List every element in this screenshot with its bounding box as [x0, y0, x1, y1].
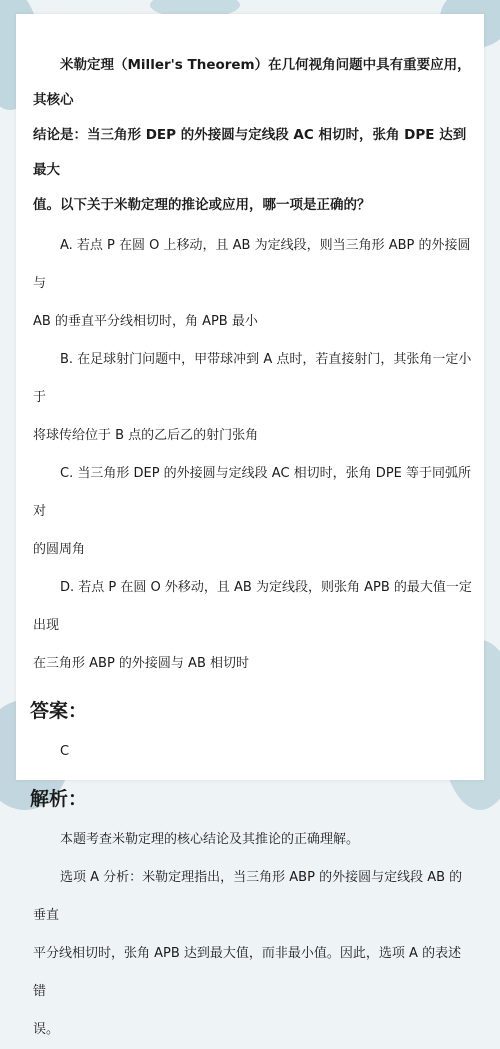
- option-b-line-1: B. 在足球射门问题中，甲带球冲到 A 点时，若直接射门，其张角一定小于: [33, 352, 472, 405]
- answer-value: C: [60, 744, 70, 759]
- analysis-section: [30, 783, 473, 1049]
- analysis-option-a-line-1: 选项 A 分析：米勒定理指出，当三角形 ABP 的外接圆与定线段 AB 的垂直: [33, 870, 463, 923]
- option-b: [33, 341, 473, 455]
- option-b-line-2: 将球传给位于 B 点的乙后乙的射门张角: [33, 428, 259, 443]
- option-c-line-2: 的圆周角: [33, 542, 86, 557]
- option-d-line-2: 在三角形 ABP 的外接圆与 AB 相切时: [33, 656, 249, 671]
- question-line-2: 结论是：当三角形 DEP 的外接圆与定线段 AC 相切时，张角 DPE 达到最大: [33, 127, 467, 178]
- option-c-line-1: C. 当三角形 DEP 的外接圆与定线段 AC 相切时，张角 DPE 等于同弧所对: [33, 466, 472, 519]
- answer-heading: 答案：: [30, 700, 88, 722]
- answer-section: [30, 695, 473, 771]
- option-d: [33, 569, 473, 683]
- option-a: [33, 227, 473, 341]
- option-d-line-1: D. 若点 P 在圆 O 外移动，且 AB 为定线段，则张角 APB 的最大值一定出现: [33, 580, 472, 633]
- document-content: [30, 48, 473, 1049]
- option-a-line-1: A. 若点 P 在圆 O 上移动，且 AB 为定线段，则当三角形 ABP 的外接圆与: [33, 238, 471, 291]
- question-line-3: 值。以下关于米勒定理的推论或应用，哪一项是正确的？: [33, 197, 371, 213]
- analysis-option-a-line-2: 平分线相切时，张角 APB 达到最大值，而非最小值。因此，选项 A 的表述错: [33, 946, 462, 999]
- question-block: [33, 48, 473, 223]
- option-c: [33, 455, 473, 569]
- analysis-option-a-line-3: 误。: [33, 1022, 60, 1037]
- question-line-1: 米勒定理（Miller's Theorem）在几何视角问题中具有重要应用，其核心: [33, 57, 471, 108]
- analysis-heading: 解析：: [30, 788, 88, 810]
- option-a-line-2: AB 的垂直平分线相切时，角 APB 最小: [33, 314, 258, 329]
- analysis-intro: 本题考查米勒定理的核心结论及其推论的正确理解。: [60, 832, 360, 847]
